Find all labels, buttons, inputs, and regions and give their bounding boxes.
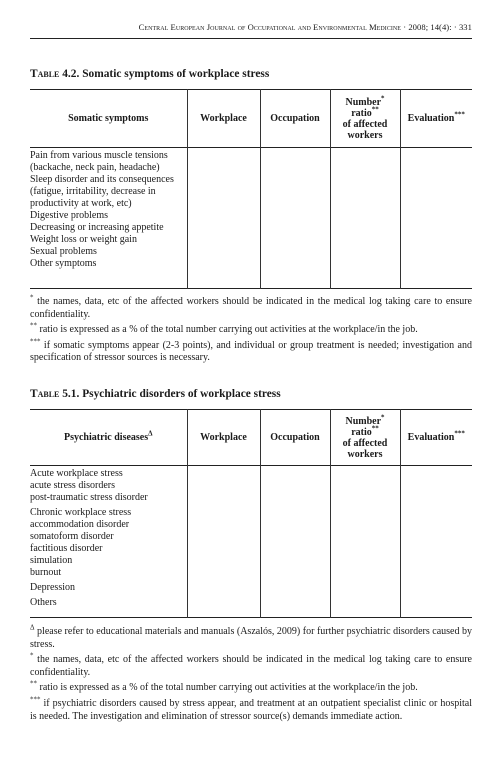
table4-caption bbox=[30, 68, 269, 80]
table5-note: * the names, data, etc of the affected workers should be indicated in the medical log taking care to ensure confidentiality. bbox=[30, 651, 472, 678]
list-item: accommodation disorder bbox=[30, 519, 130, 530]
list-item: factitious disorder bbox=[30, 543, 103, 554]
table4-col-occupation: Occupation bbox=[260, 90, 330, 148]
table5-notes bbox=[30, 623, 472, 726]
table5-caption bbox=[30, 388, 281, 400]
table4-title: Somatic symptoms of workplace stress bbox=[82, 68, 270, 80]
table5-evaluation-cell bbox=[400, 466, 472, 618]
list-item: Weight loss or weight gain bbox=[30, 234, 137, 245]
list-item: burnout bbox=[30, 567, 62, 578]
table4-note: * the names, data, etc of the affected workers should be indicated in the medical log taking care to ensure confidentiality. bbox=[30, 293, 472, 320]
list-item: Decreasing or increasing appetite bbox=[30, 222, 164, 233]
list-item: Pain from various muscle tensions (backache, neck pain, headache) bbox=[30, 150, 168, 173]
table-row bbox=[30, 148, 472, 289]
list-item: Sleep disorder and its consequences (fatigue, irritability, decrease in productivity at work, etc) bbox=[30, 174, 174, 209]
table5-note: ** ratio is expressed as a % of the total number carrying out activities at the workplace/in the job. bbox=[30, 680, 418, 694]
table4 bbox=[30, 89, 472, 289]
table5-workplace-cell bbox=[187, 466, 260, 618]
list-item: Others bbox=[30, 597, 57, 608]
table5-title: Psychiatric disorders of workplace stress bbox=[82, 388, 281, 400]
header-rule bbox=[30, 38, 472, 39]
running-head: Central European Journal of Occupational and Environmental Medicine · 2008; 14(4): · 331 bbox=[138, 22, 472, 32]
table5-occupation-cell bbox=[260, 466, 330, 618]
table4-symptom-list bbox=[30, 148, 187, 289]
table5-col-evaluation: Evaluation*** bbox=[400, 410, 472, 466]
table4-col-evaluation: Evaluation*** bbox=[400, 90, 472, 148]
table5-col-occupation: Occupation bbox=[260, 410, 330, 466]
table4-col-number-ratio: Number* ratio** of affected workers bbox=[330, 90, 400, 148]
list-item: Other symptoms bbox=[30, 258, 97, 269]
table4-note: ** ratio is expressed as a % of the total number carrying out activities at the workplace/in the job. bbox=[30, 321, 418, 336]
list-item: somatoform disorder bbox=[30, 531, 114, 542]
table4-col-symptoms: Somatic symptoms bbox=[68, 112, 149, 124]
table4-notes bbox=[30, 293, 472, 368]
list-item: post-traumatic stress disorder bbox=[30, 492, 148, 503]
list-item: Depression bbox=[30, 582, 75, 593]
table4-workplace-cell bbox=[187, 148, 260, 289]
list-item: simulation bbox=[30, 555, 73, 566]
list-item: Acute workplace stress bbox=[30, 468, 123, 479]
table4-label: Table 4.2. bbox=[30, 68, 80, 80]
table5-disease-list bbox=[30, 466, 187, 618]
table5 bbox=[30, 409, 472, 618]
table5-note: $^\Delta$ please refer to educational materials and manuals (Aszalós, 2009) for further psychiatric disorders caused by stress. bbox=[30, 623, 472, 650]
table4-evaluation-cell bbox=[400, 148, 472, 289]
table4-note: *** if somatic symptoms appear (2-3 points), and individual or group treatment is needed; investigation and specification of stressor sources is necessary. bbox=[30, 337, 472, 364]
table4-number-cell bbox=[330, 148, 400, 289]
list-item: Sexual problems bbox=[30, 246, 97, 257]
table5-header-row bbox=[30, 410, 472, 466]
table5-col-workplace: Workplace bbox=[187, 410, 260, 466]
list-item: Digestive problems bbox=[30, 210, 109, 221]
table4-occupation-cell bbox=[260, 148, 330, 289]
table5-note: *** if psychiatric disorders caused by stress appear, and treatment at an outpatient specialist clinic or hospital is needed. The investigation and elimination of stressor source(s) demands immediate action. bbox=[30, 695, 472, 722]
list-item: Chronic workplace stress bbox=[30, 507, 132, 518]
table4-col-workplace: Workplace bbox=[187, 90, 260, 148]
table5-number-cell bbox=[330, 466, 400, 618]
table-row bbox=[30, 466, 472, 618]
table5-label: Table 5.1. bbox=[30, 388, 80, 400]
list-item: acute stress disorders bbox=[30, 480, 115, 491]
table5-col-diseases: Psychiatric diseases$^\Delta$ bbox=[63, 429, 153, 443]
table5-col-number-ratio: Number* ratio** of affected workers bbox=[330, 410, 400, 466]
table4-header-row bbox=[30, 90, 472, 148]
